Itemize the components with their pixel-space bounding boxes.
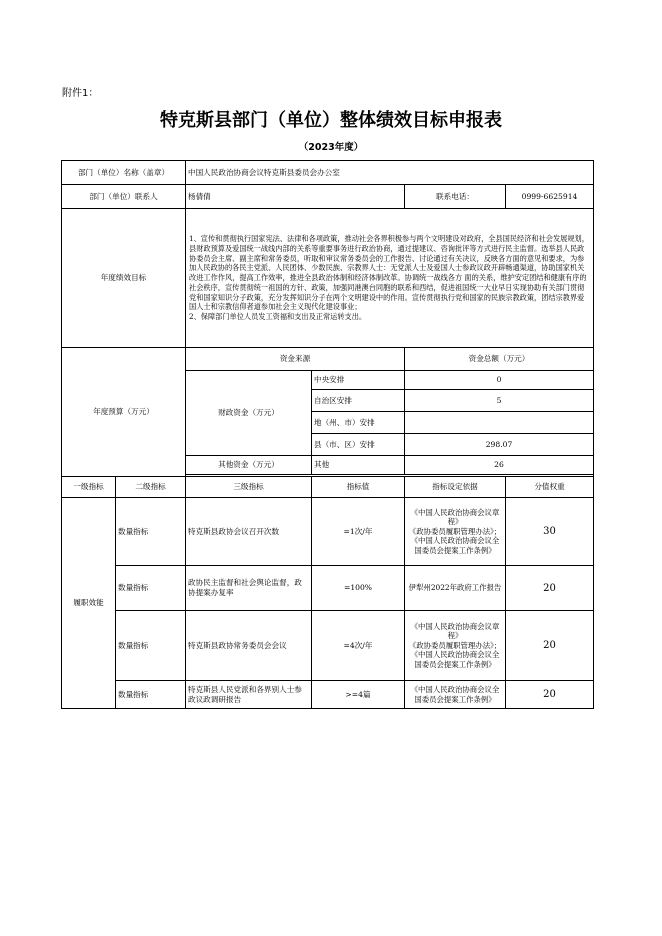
budget-header-row (62, 348, 594, 371)
dept-row (62, 161, 594, 185)
annual-goal-label: 年度绩效目标 (62, 209, 186, 348)
year-subtitle: （2023年度） (298, 142, 364, 153)
budget-source-name: 县（市、区）安排 (312, 434, 405, 456)
performance-table (61, 160, 594, 709)
budget-source-value: 298.07 (405, 434, 594, 456)
indicator-value: =1次/年 (312, 498, 405, 566)
annual-goal-row (62, 209, 594, 348)
indicator-value: =4次/年 (312, 611, 405, 681)
budget-source-value: 0 (405, 371, 594, 390)
indicator-basis (405, 566, 506, 611)
level3-indicator: 特克斯县政协会议召开次数 (186, 498, 312, 566)
other-funds-value: 26 (405, 456, 594, 475)
level2-indicator: 数量指标 (116, 498, 186, 566)
header-weight: 分值权重 (506, 477, 594, 498)
indicator-weight: 30 (506, 498, 594, 566)
attachment-label: 附件1： (62, 88, 99, 99)
level3-indicator: 政协民主监督和社会舆论监督，政协提案办复率 (186, 566, 312, 611)
header-level1: 一级指标 (62, 477, 116, 498)
level2-indicator: 数量指标 (116, 681, 186, 709)
header-value: 指标值 (312, 477, 405, 498)
header-level3: 三级指标 (186, 477, 312, 498)
annual-goal-text-content: 1、宣传和贯彻执行国家宪法、法律和各项政策，推动社会各界积极参与两个文明建设对政府，全县国民经济和社会发展规划，县财政预算及爱国统一战线内部的关系等重要事务进行政治协商，通过提建议、咨询批评等方式进行民主监督。选举县人民政协委员会主席、副主席和常务委员，听取和审议常务委员会的工作报告、讨论通过有关决议，反映各方面的意见和要求，为参加人民政协的各民主党派、人民团体、少数民族、宗教界人士：无党派人士及爱国人士参政议政开辟畅通渠道，协助国家机关改进工作作风，提高工作效率，推进全县政治体制和经济体制改革。协调统一战线各方 面的关系，维护安定团结和健康有序的社会秩序，宣传贯彻统一祖国的方针、政策，加强同港澳台同胞的联系和西结，促进祖国统一大业早日实现协助有关部门贯彻党和国家知识分子政策，充分发挥知识分子在两个文明建设中的作用。宣传贯彻执行党和国家的民族宗教政策，团结宗教界爱国人士和宗教信仰者道参加社会主义现代化建设事业； 2、保障部门单位人员发工资福和支出及正常运转支出。 (189, 233, 589, 322)
header-basis: 指标设定依据 (405, 477, 506, 498)
indicator-basis-text: 伊犁州2022年政府工作报告 (408, 583, 502, 593)
level3-indicator: 特克斯县政协常务委员会会议 (186, 611, 312, 681)
indicator-value: >=4篇 (312, 681, 405, 709)
dept-value: 中国人民政治协商会议特克斯县委员会办公室 (186, 161, 594, 185)
phone-label: 联系电话： (405, 185, 506, 209)
level3-indicator: 特克斯县人民党派和各界别人士参政议政调研报告 (186, 681, 312, 709)
budget-source-name: 地（州、市）安排 (312, 412, 405, 434)
indicator-basis (405, 611, 506, 681)
budget-total-header: 资金总额（万元） (405, 348, 594, 371)
page-title: 特克斯县部门（单位）整体绩效目标申报表 (160, 110, 502, 131)
fiscal-funds-label: 财政资金（万元） (186, 371, 312, 456)
budget-source-value (405, 412, 594, 434)
indicator-weight: 20 (506, 681, 594, 709)
other-funds-label: 其他资金（万元） (186, 456, 312, 475)
header-level2: 二级指标 (116, 477, 186, 498)
indicator-basis (405, 681, 506, 709)
indicator-weight: 20 (506, 611, 594, 681)
contact-value: 杨倩倩 (186, 185, 405, 209)
budget-source-header: 资金来源 (186, 348, 405, 371)
annual-goal-text (186, 209, 594, 348)
level2-indicator: 数量指标 (116, 566, 186, 611)
level1-indicator: 履职效能 (62, 498, 116, 709)
indicator-basis-text: 《中国人民政治协商会议章程》 《政协委员履职管理办法》； 《中国人民政治协商会议全国委员会提案工作条例》 (408, 621, 502, 669)
indicator-row (62, 498, 594, 566)
budget-source-value: 5 (405, 390, 594, 412)
indicator-basis (405, 498, 506, 566)
indicator-weight: 20 (506, 566, 594, 611)
contact-label: 部门（单位）联系人 (62, 185, 186, 209)
contact-row (62, 185, 594, 209)
indicator-row (62, 566, 594, 611)
other-funds-name: 其他 (312, 456, 405, 475)
indicator-header-row (62, 477, 594, 498)
indicator-basis-text: 《中国人民政治协商会议全国委员会提案工作条例》 (410, 685, 500, 704)
budget-source-name: 自治区安排 (312, 390, 405, 412)
indicator-row (62, 681, 594, 709)
budget-source-name: 中央安排 (312, 371, 405, 390)
dept-label: 部门（单位）名称（盖章） (62, 161, 186, 185)
indicator-value: =100% (312, 566, 405, 611)
indicator-basis-text: 《中国人民政治协商会议章程》 《政协委员履职管理办法》； 《中国人民政治协商会议全国委员会提案工作条例》 (408, 507, 502, 555)
phone-value: 0999-6625914 (506, 185, 594, 209)
level2-indicator: 数量指标 (116, 611, 186, 681)
indicator-row (62, 611, 594, 681)
budget-label: 年度预算（万元） (62, 348, 186, 477)
